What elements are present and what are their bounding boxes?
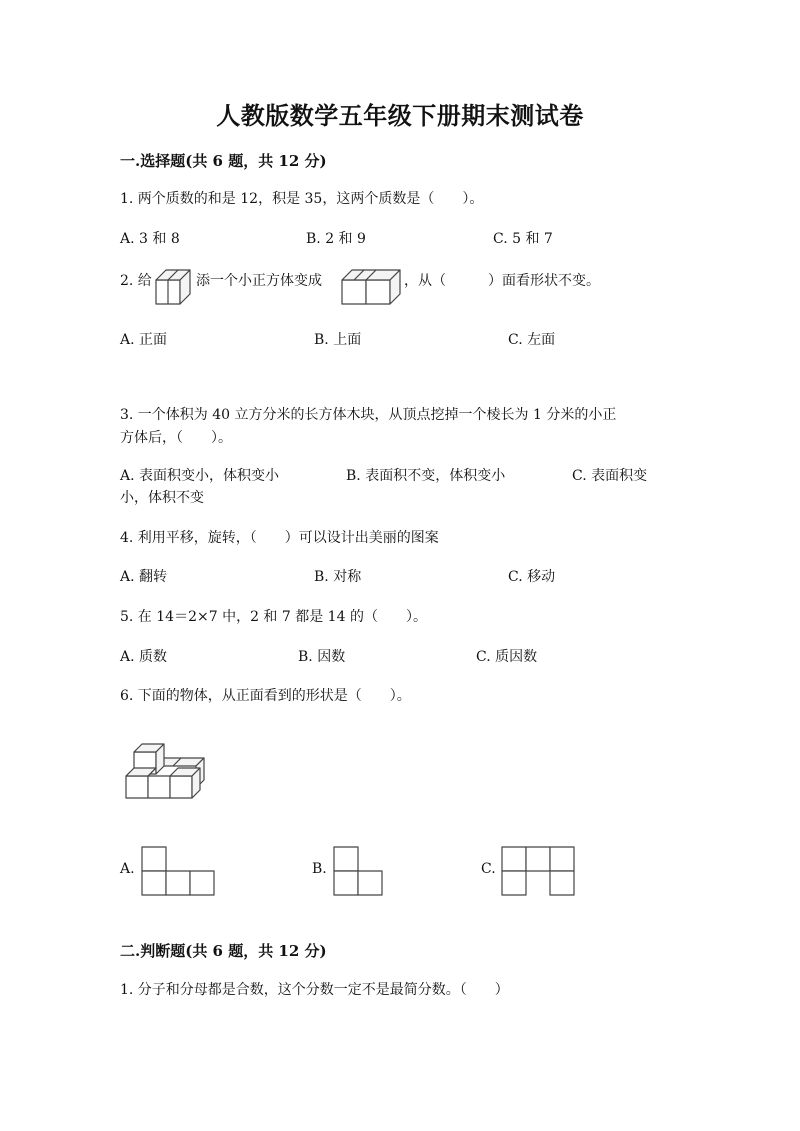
judgement-question-1: 1. 分子和分母都是合数，这个分数一定不是最简分数。（ ） [120,982,509,998]
q4-option-c: C. 移动 [508,569,556,585]
q2-option-b: B. 上面 [314,332,362,348]
q6-option-c-figure [501,846,575,896]
q2-shape-before [154,268,194,308]
question-5: 5. 在 14＝2×7 中，2 和 7 都是 14 的（ ）。 [120,609,427,625]
q3-option-c-wrap: 小，体积不变 [120,490,204,506]
q6-option-a-label: A. [120,861,135,877]
q3-text-line1: 3. 一个体积为 40 立方分米的长方体木块，从顶点挖掉一个棱长为 1 分米的小正 [120,407,617,423]
question-4: 4. 利用平移，旋转，（ ）可以设计出美丽的图案 [120,530,439,546]
q1-option-a: A. 3 和 8 [120,231,180,247]
section-heading-judgement: 二.判断题(共 6 题，共 12 分) [120,942,327,960]
q4-option-a: A. 翻转 [120,569,168,585]
q2-text-part3: ，从（ ）面看形状不变。 [404,273,600,289]
question-6: 6. 下面的物体，从正面看到的形状是（ ）。 [120,688,411,704]
q2-option-a: A. 正面 [120,332,168,348]
q5-option-c: C. 质因数 [476,649,538,665]
q5-option-b: B. 因数 [298,649,346,665]
q3-text-line2: 方体后，（ ）。 [120,430,232,446]
q6-option-a-figure [141,846,215,896]
q2-text-part1: 2. 给 [120,273,152,289]
q1-option-b: B. 2 和 9 [306,231,366,247]
q6-cube-figure [120,740,210,802]
q6-option-b-label: B. [312,861,327,877]
q3-option-b: B. 表面积不变，体积变小 [346,468,506,484]
q6-option-b-figure [333,846,383,896]
q1-option-c: C. 5 和 7 [493,231,553,247]
q2-option-c: C. 左面 [508,332,556,348]
q5-option-a: A. 质数 [120,649,168,665]
q2-text-part2: 添一个小正方体变成 [196,273,322,289]
q3-option-a: A. 表面积变小，体积变小 [120,468,280,484]
q4-option-b: B. 对称 [314,569,362,585]
q3-option-c: C. 表面积变 [572,468,648,484]
q2-shape-after [340,268,402,308]
q6-option-c-label: C. [481,861,496,877]
page-title: 人教版数学五年级下册期末测试卷 [216,101,584,130]
section-heading-choice: 一.选择题(共 6 题，共 12 分) [120,152,327,170]
question-1: 1. 两个质数的和是 12，积是 35，这两个质数是（ ）。 [120,191,484,207]
